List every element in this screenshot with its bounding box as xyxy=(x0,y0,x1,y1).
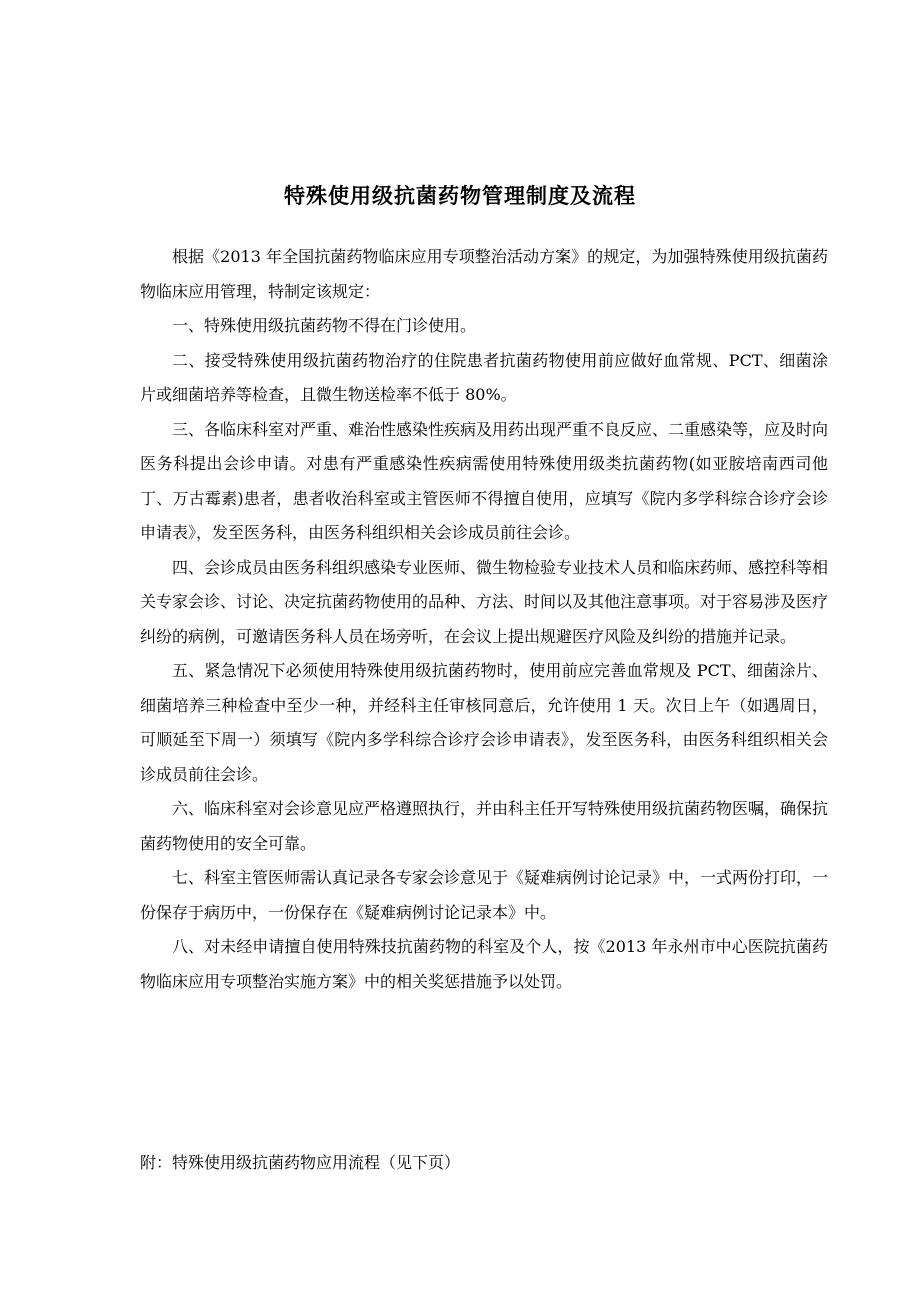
document-title: 特殊使用级抗菌药物管理制度及流程 xyxy=(284,184,636,208)
appendix-note: 附：特殊使用级抗菌药物应用流程（见下页） xyxy=(140,1153,461,1172)
paragraph-rule-2: 二、接受特殊使用级抗菌药物治疗的住院患者抗菌药物使用前应做好血常规、PCT、细菌涂片或细菌培养等检查，且微生物送检率不低于 80%。 xyxy=(140,350,828,404)
document-body xyxy=(140,240,828,999)
paragraph-rule-5: 五、紧急情况下必须使用特殊使用级抗菌药物时，使用前应完善血常规及 PCT、细菌涂片、细菌培养三种检查中至少一种，并经科主任审核同意后，允许使用 1 天。次日上午（如遇周日，可顺延至下周一）须填写《院内多学科综合诊疗会诊申请表》，发至医务科，由医务科组织相关会诊成员前往会诊。 xyxy=(140,661,828,784)
paragraph-rule-3: 三、各临床科室对严重、难治性感染性疾病及用药出现严重不良反应、二重感染等，应及时向医务科提出会诊申请。对患有严重感染性疾病需使用特殊使用级类抗菌药物(如亚胺培南西司他丁、万古霉素)患者，患者收治科室或主管医师不得擅自使用，应填写《院内多学科综合诊疗会诊申请表》，发至医务科，由医务科组织相关会诊成员前往会诊。 xyxy=(140,419,829,542)
paragraph-intro: 根据《2013 年全国抗菌药物临床应用专项整治活动方案》的规定，为加强特殊使用级抗菌药物临床应用管理，特制定该规定： xyxy=(140,247,828,301)
paragraph-rule-6: 六、临床科室对会诊意见应严格遵照执行，并由科主任开写特殊使用级抗菌药物医嘱，确保抗菌药物使用的安全可靠。 xyxy=(140,799,829,853)
paragraph-rule-8: 八、对未经申请擅自使用特殊技抗菌药物的科室及个人，按《2013 年永州市中心医院抗菌药物临床应用专项整治实施方案》中的相关奖惩措施予以处罚。 xyxy=(140,937,828,991)
paragraph-rule-7: 七、科室主管医师需认真记录各专家会诊意见于《疑难病例讨论记录》中，一式两份打印，一份保存于病历中，一份保存在《疑难病例讨论记录本》中。 xyxy=(140,868,829,922)
paragraph-rule-4: 四、会诊成员由医务科组织感染专业医师、微生物检验专业技术人员和临床药师、感控科等相关专家会诊、讨论、决定抗菌药物使用的品种、方法、时间以及其他注意事项。对于容易涉及医疗纠纷的病例，可邀请医务科人员在场旁听，在会议上提出规避医疗风险及纠纷的措施并记录。 xyxy=(140,557,829,646)
paragraph-rule-1: 一、特殊使用级抗菌药物不得在门诊使用。 xyxy=(172,316,477,335)
